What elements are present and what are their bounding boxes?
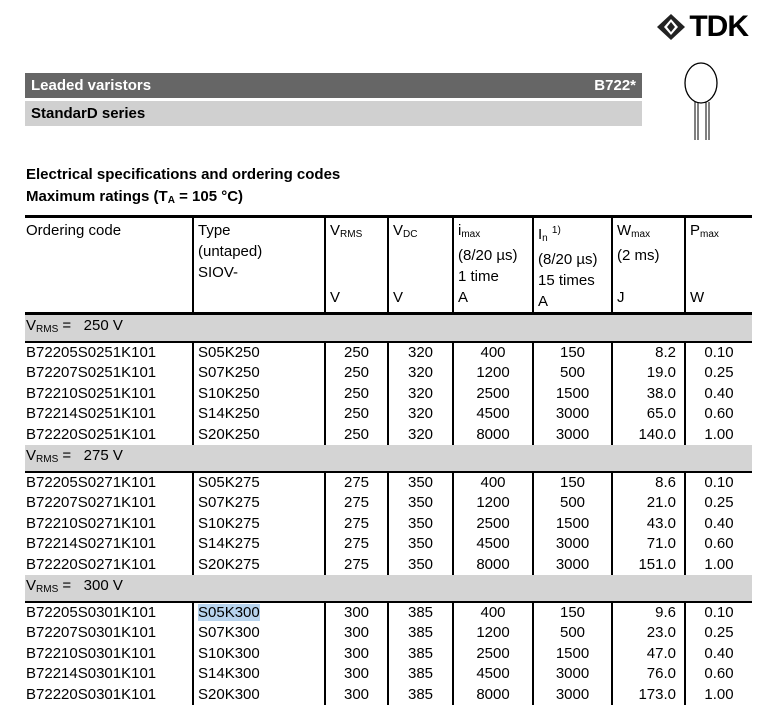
cell-ordering-code (25, 555, 193, 575)
section-title: Electrical specifications and ordering codes (26, 166, 341, 183)
cell-in (533, 384, 612, 404)
cell-text: 320 (407, 425, 434, 443)
cell-vdc (388, 664, 453, 684)
cell-text: 3000 (555, 665, 590, 683)
cell-text: B72214S0301K101 (26, 665, 157, 683)
cell-wmax (612, 534, 685, 554)
product-title: Leaded varistors (31, 77, 152, 94)
table-row (25, 602, 752, 623)
cell-text: 2500 (476, 384, 510, 402)
cell-ordering-code (25, 425, 193, 445)
cell-text: 1200 (476, 624, 510, 642)
cell-vdc (388, 514, 453, 534)
cell-imax (453, 342, 533, 363)
cell-text: 400 (480, 344, 506, 361)
cell-text: B72207S0271K101 (26, 494, 157, 512)
cell-vrms (325, 514, 388, 534)
cell-vrms (325, 342, 388, 363)
cell-type (193, 342, 325, 363)
cell-text: 71.0 (646, 535, 676, 553)
cell-wmax (612, 384, 685, 404)
cell-text: 8000 (476, 555, 510, 573)
cell-text: S07K250 (198, 364, 260, 382)
cell-ordering-code (25, 623, 193, 643)
table-row (25, 404, 752, 424)
cell-text: 8.6 (655, 474, 676, 492)
cell-text: 350 (407, 494, 434, 512)
group-label: $V_{RMS} = 275$ V (25, 445, 752, 472)
cell-vdc (388, 644, 453, 664)
cell-text: 300 (343, 624, 370, 642)
cell-text: 4500 (476, 665, 510, 683)
cell-text: 0.40 (704, 644, 734, 662)
cell-text: 275 (343, 535, 370, 553)
cell-in (533, 514, 612, 534)
cell-text: 300 (343, 644, 370, 662)
varistor-image (680, 58, 728, 144)
group-row (25, 445, 752, 472)
cell-text: 0.60 (704, 405, 734, 423)
cell-text: 3000 (555, 405, 590, 423)
cell-text: 400 (480, 474, 506, 492)
product-header-bar (25, 73, 642, 98)
cell-text: 1500 (555, 384, 590, 402)
cell-pmax (685, 425, 752, 445)
cell-text: 1200 (476, 364, 510, 382)
cell-text: 1.00 (704, 685, 734, 703)
cell-text: 250 (343, 344, 370, 361)
table-row (25, 342, 752, 363)
cell-vdc (388, 685, 453, 705)
cell-text: B72205S0271K101 (26, 474, 157, 492)
cell-text: 0.25 (704, 494, 734, 512)
cell-type (193, 425, 325, 445)
cell-text: S10K300 (198, 644, 260, 662)
cell-in (533, 493, 612, 513)
cell-ordering-code (25, 685, 193, 705)
cell-wmax (612, 342, 685, 363)
cell-vdc (388, 602, 453, 623)
cell-text: 0.60 (704, 665, 734, 683)
cell-text: 385 (407, 665, 434, 683)
cell-in (533, 623, 612, 643)
cell-vrms (325, 602, 388, 623)
cell-wmax (612, 664, 685, 684)
table-row (25, 472, 752, 493)
cell-text: 19.0 (646, 364, 676, 382)
cell-text: 385 (407, 624, 434, 642)
cell-text: 0.40 (704, 384, 734, 402)
table-row (25, 425, 752, 445)
cell-text: 275 (343, 555, 370, 573)
cell-text: 38.0 (646, 384, 676, 402)
cell-text: 300 (343, 685, 370, 703)
subtitle-sub: A (167, 195, 175, 206)
cell-text: 275 (343, 474, 370, 492)
cell-text: 65.0 (646, 405, 676, 423)
table-row (25, 664, 752, 684)
group-label: $V_{RMS} = 250$ V (25, 314, 752, 343)
cell-in (533, 534, 612, 554)
cell-text: S14K250 (198, 405, 260, 423)
col-ordering-code: Ordering code (26, 222, 122, 239)
cell-ordering-code (25, 493, 193, 513)
cell-text: S10K275 (198, 514, 260, 532)
cell-type (193, 623, 325, 643)
cell-type (193, 472, 325, 493)
cell-text: 300 (343, 604, 370, 622)
cell-text: 1.00 (704, 555, 734, 573)
col-type: Type (untaped) SIOV- (193, 217, 325, 314)
cell-vdc (388, 534, 453, 554)
cell-text: 350 (407, 555, 434, 573)
cell-in (533, 555, 612, 575)
series-bar (25, 101, 642, 126)
cell-ordering-code (25, 602, 193, 623)
cell-text: 9.6 (655, 604, 676, 622)
group-row (25, 575, 752, 602)
group-label: $V_{RMS} = 300$ V (25, 575, 752, 602)
cell-imax (453, 493, 533, 513)
cell-type (193, 534, 325, 554)
cell-in (533, 342, 612, 363)
cell-text: S05K250 (198, 344, 260, 361)
cell-text: 4500 (476, 405, 510, 423)
table-row (25, 623, 752, 643)
cell-text: 320 (407, 344, 434, 361)
cell-text: 1.00 (704, 425, 734, 443)
cell-in (533, 664, 612, 684)
cell-in (533, 363, 612, 383)
cell-text: 0.10 (704, 344, 734, 361)
cell-text: 0.25 (704, 364, 734, 382)
cell-text: 1200 (476, 494, 510, 512)
cell-text: B72220S0301K101 (26, 685, 157, 703)
cell-vrms (325, 555, 388, 575)
cell-pmax (685, 404, 752, 424)
cell-text: 2500 (476, 514, 510, 532)
subtitle-text-end: = 105 °C) (174, 188, 244, 205)
col-in: $I_n$ $^{1)}$ (8/20 µs) 15 times A (533, 217, 612, 314)
cell-type (193, 602, 325, 623)
cell-vrms (325, 534, 388, 554)
section-subtitle (26, 188, 243, 206)
cell-text: 250 (343, 405, 370, 423)
cell-in (533, 472, 612, 493)
cell-text: B72207S0251K101 (26, 364, 157, 382)
cell-imax (453, 644, 533, 664)
cell-imax (453, 404, 533, 424)
part-number: B722* (594, 77, 636, 94)
cell-ordering-code (25, 384, 193, 404)
cell-pmax (685, 623, 752, 643)
col-pmax: $P_{max}$ W (685, 217, 752, 314)
cell-wmax (612, 493, 685, 513)
cell-text: B72214S0271K101 (26, 535, 157, 553)
cell-text: 500 (559, 364, 586, 382)
cell-wmax (612, 425, 685, 445)
cell-text: B72205S0301K101 (26, 604, 157, 622)
cell-text: 8000 (476, 685, 510, 703)
cell-text: 300 (343, 665, 370, 683)
cell-text: B72207S0301K101 (26, 624, 157, 642)
cell-text: 320 (407, 405, 434, 423)
cell-text: 1500 (555, 644, 590, 662)
col-wmax: $W_{max}$ (2 ms) J (612, 217, 685, 314)
cell-text: 3000 (555, 425, 590, 443)
cell-text: 250 (343, 384, 370, 402)
cell-vdc (388, 555, 453, 575)
cell-wmax (612, 514, 685, 534)
cell-text: 500 (559, 494, 586, 512)
brand-text: TDK (689, 10, 748, 43)
cell-text: 275 (343, 514, 370, 532)
cell-text: B72210S0301K101 (26, 644, 157, 662)
cell-text: 250 (343, 425, 370, 443)
cell-text: S20K250 (198, 425, 260, 443)
cell-text: 500 (559, 624, 586, 642)
cell-pmax (685, 342, 752, 363)
cell-wmax (612, 623, 685, 643)
cell-wmax (612, 602, 685, 623)
cell-ordering-code (25, 363, 193, 383)
cell-text: 350 (407, 514, 434, 532)
cell-vrms (325, 404, 388, 424)
cell-pmax (685, 493, 752, 513)
cell-text: 4500 (476, 535, 510, 553)
cell-ordering-code (25, 472, 193, 493)
cell-vdc (388, 472, 453, 493)
cell-text: S20K300 (198, 685, 260, 703)
cell-text: 76.0 (646, 665, 676, 683)
cell-ordering-code (25, 342, 193, 363)
tdk-logo (656, 10, 748, 44)
specs-table (25, 215, 752, 705)
cell-text: 400 (480, 604, 506, 622)
cell-vrms (325, 493, 388, 513)
cell-text: 2500 (476, 644, 510, 662)
cell-type (193, 404, 325, 424)
cell-pmax (685, 514, 752, 534)
table-row (25, 514, 752, 534)
cell-text: 0.40 (704, 514, 734, 532)
subtitle-text: Maximum ratings (T (26, 188, 168, 205)
cell-ordering-code (25, 664, 193, 684)
cell-text: 0.60 (704, 535, 734, 553)
cell-text: S07K275 (198, 494, 260, 512)
cell-text: B72220S0271K101 (26, 555, 157, 573)
cell-type (193, 384, 325, 404)
table-row (25, 363, 752, 383)
cell-imax (453, 472, 533, 493)
cell-text: 0.10 (704, 474, 734, 492)
cell-text: B72210S0251K101 (26, 384, 157, 402)
cell-pmax (685, 685, 752, 705)
cell-type (193, 664, 325, 684)
table-header (25, 217, 752, 314)
cell-ordering-code (25, 404, 193, 424)
cell-text: S20K275 (198, 555, 260, 573)
cell-imax (453, 685, 533, 705)
cell-text: 8000 (476, 425, 510, 443)
cell-type (193, 514, 325, 534)
cell-text: 43.0 (646, 514, 676, 532)
cell-ordering-code (25, 534, 193, 554)
cell-text: 1500 (555, 514, 590, 532)
cell-text: 3000 (555, 555, 590, 573)
cell-in (533, 602, 612, 623)
col-imax: $i_{max}$ (8/20 µs) 1 time A (453, 217, 533, 314)
cell-vrms (325, 664, 388, 684)
cell-text: 350 (407, 474, 434, 492)
cell-ordering-code (25, 514, 193, 534)
cell-pmax (685, 384, 752, 404)
cell-imax (453, 534, 533, 554)
cell-text: 173.0 (638, 685, 676, 703)
cell-imax (453, 514, 533, 534)
cell-pmax (685, 472, 752, 493)
cell-imax (453, 623, 533, 643)
cell-wmax (612, 404, 685, 424)
cell-wmax (612, 363, 685, 383)
cell-text: B72205S0251K101 (26, 344, 157, 361)
cell-text: 250 (343, 364, 370, 382)
cell-text: B72210S0271K101 (26, 514, 157, 532)
cell-text: 151.0 (638, 555, 676, 573)
cell-text: 150 (559, 474, 586, 492)
cell-imax (453, 555, 533, 575)
cell-text: S05K275 (198, 474, 260, 492)
cell-type (193, 363, 325, 383)
cell-vdc (388, 493, 453, 513)
cell-text: 150 (559, 604, 586, 622)
cell-type (193, 644, 325, 664)
cell-text: 0.10 (704, 604, 734, 622)
cell-pmax (685, 534, 752, 554)
cell-text: S10K250 (198, 384, 260, 402)
cell-wmax (612, 472, 685, 493)
cell-vdc (388, 384, 453, 404)
cell-imax (453, 664, 533, 684)
cell-text: 385 (407, 604, 434, 622)
cell-text: S07K300 (198, 624, 260, 642)
col-vdc: $V_{DC}$ V (388, 217, 453, 314)
cell-imax (453, 384, 533, 404)
cell-type (193, 685, 325, 705)
cell-vrms (325, 623, 388, 643)
cell-text: S14K300 (198, 665, 260, 683)
cell-text: 140.0 (638, 425, 676, 443)
table-row (25, 555, 752, 575)
cell-wmax (612, 644, 685, 664)
cell-text: 47.0 (646, 644, 676, 662)
cell-in (533, 644, 612, 664)
cell-wmax (612, 685, 685, 705)
cell-imax (453, 425, 533, 445)
cell-in (533, 685, 612, 705)
cell-text: 320 (407, 384, 434, 402)
cell-text: B72214S0251K101 (26, 405, 157, 423)
cell-pmax (685, 363, 752, 383)
cell-text: 21.0 (646, 494, 676, 512)
group-row (25, 314, 752, 343)
cell-wmax (612, 555, 685, 575)
selected-text: S05K300 (198, 604, 260, 622)
cell-text: 275 (343, 494, 370, 512)
cell-in (533, 404, 612, 424)
cell-type (193, 555, 325, 575)
cell-text: S14K275 (198, 535, 260, 553)
cell-vdc (388, 623, 453, 643)
cell-text: 320 (407, 364, 434, 382)
table-row (25, 493, 752, 513)
cell-vdc (388, 425, 453, 445)
cell-text: 385 (407, 644, 434, 662)
cell-ordering-code (25, 644, 193, 664)
cell-vdc (388, 363, 453, 383)
cell-text: B72220S0251K101 (26, 425, 157, 443)
cell-vrms (325, 644, 388, 664)
cell-vrms (325, 363, 388, 383)
cell-text: 385 (407, 685, 434, 703)
col-vrms: $V_{RMS}$ V (325, 217, 388, 314)
table-row (25, 534, 752, 554)
cell-pmax (685, 644, 752, 664)
cell-vrms (325, 384, 388, 404)
cell-pmax (685, 664, 752, 684)
cell-vdc (388, 342, 453, 363)
cell-type (193, 493, 325, 513)
cell-text: 23.0 (646, 624, 676, 642)
cell-pmax (685, 555, 752, 575)
cell-imax (453, 602, 533, 623)
cell-pmax (685, 602, 752, 623)
cell-text: 150 (559, 344, 586, 361)
cell-text: 3000 (555, 535, 590, 553)
cell-vdc (388, 404, 453, 424)
table-row (25, 384, 752, 404)
table-row (25, 644, 752, 664)
cell-text: 8.2 (655, 344, 676, 361)
cell-text: 3000 (555, 685, 590, 703)
cell-text: 350 (407, 535, 434, 553)
cell-vrms (325, 472, 388, 493)
cell-vrms (325, 425, 388, 445)
cell-imax (453, 363, 533, 383)
cell-in (533, 425, 612, 445)
cell-vrms (325, 685, 388, 705)
cell-text: 0.25 (704, 624, 734, 642)
tdk-emblem-icon (656, 13, 686, 41)
series-title: StandarD series (31, 105, 146, 122)
table-row (25, 685, 752, 705)
